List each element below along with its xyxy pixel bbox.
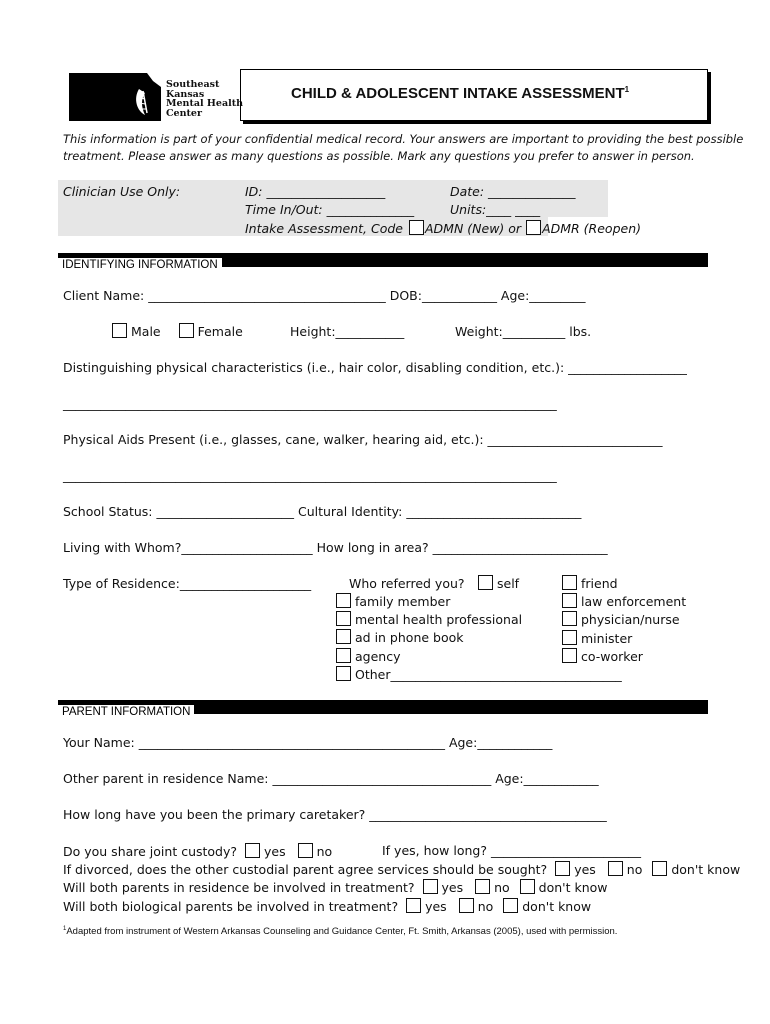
physical-aids-line-2[interactable]: _______________________________________________________________________________ <box>63 468 557 483</box>
law-enforcement-checkbox[interactable] <box>562 593 577 608</box>
referral-option: mental health professional <box>336 611 622 629</box>
biological-no-checkbox[interactable] <box>459 898 474 913</box>
dont-know-label: don't know <box>671 862 741 877</box>
footnote <box>63 926 617 937</box>
caretaker-row[interactable]: How long have you been the primary caretaker? ______________________________________ <box>63 807 607 822</box>
referral-option: minister <box>562 630 686 648</box>
both-biological-label: Will both biological parents be involved in treatment? <box>63 899 399 914</box>
your-name-row[interactable]: Your Name: _________________________________________________ Age:____________ <box>63 735 553 750</box>
height-field[interactable]: Height:___________ <box>290 324 405 339</box>
biological-yes-checkbox[interactable] <box>406 898 421 913</box>
footnote-text: Adapted from instrument of Western Arkansas Counseling and Guidance Center, Ft. Smith, Arkansas (2005), used with permission. <box>66 926 618 938</box>
referral-option: ad in phone book <box>336 629 622 647</box>
male-label: Male <box>131 324 161 339</box>
referral-col-3 <box>562 575 686 666</box>
referral-option <box>336 666 622 684</box>
referral-self <box>478 575 519 591</box>
referral-option: co-worker <box>562 648 686 666</box>
sex-row <box>112 323 243 339</box>
divorced-row <box>63 861 740 877</box>
yes-label: yes <box>264 844 286 859</box>
residence-dont-know-checkbox[interactable] <box>520 879 535 894</box>
yes-label: yes <box>425 899 447 914</box>
joint-yes-checkbox[interactable] <box>245 843 260 858</box>
joint-no-checkbox[interactable] <box>298 843 313 858</box>
how-long-field[interactable]: If yes, how long? ________________________ <box>382 843 641 858</box>
clinician-label: Clinician Use Only: <box>63 184 181 199</box>
admn-label: ADMN (New) or <box>425 221 522 236</box>
parent-header-bar <box>58 700 708 718</box>
no-label: no <box>626 862 643 877</box>
school-cultural-row[interactable]: School Status: ______________________ Cultural Identity: ____________________________ <box>63 504 582 519</box>
dont-know-label: don't know <box>522 899 592 914</box>
divorced-dont-know-checkbox[interactable] <box>652 861 667 876</box>
physical-aids-field[interactable]: Physical Aids Present (i.e., glasses, cane, walker, hearing aid, etc.): ____________________________ <box>63 432 663 447</box>
clinician-units-field[interactable]: Units:____ ____ <box>450 202 541 217</box>
intro-line-2: treatment. Please answer as many questions as possible. Mark any questions you prefer to answer in person. <box>63 149 695 163</box>
no-label: no <box>477 899 494 914</box>
intake-code-label: Intake Assessment, Code <box>245 221 404 236</box>
client-name-row[interactable]: Client Name: ______________________________________ DOB:____________ Age:_________ <box>63 288 586 303</box>
weight-field[interactable]: Weight:__________ lbs. <box>455 324 592 339</box>
joint-custody-row <box>63 843 332 859</box>
physical-characteristics-field[interactable]: Distinguishing physical characteristics (i.e., hair color, disabling condition, etc.): ___________________ <box>63 360 687 375</box>
referral-option: law enforcement <box>562 593 686 611</box>
mental-health-professional-checkbox[interactable] <box>336 611 351 626</box>
minister-checkbox[interactable] <box>562 630 577 645</box>
referral-option: physician/nurse <box>562 611 686 629</box>
residence-no-checkbox[interactable] <box>475 879 490 894</box>
intake-code-row <box>245 220 641 236</box>
other-field[interactable]: Other_____________________________________ <box>355 666 622 682</box>
self-label: self <box>497 576 520 591</box>
clinician-id-field[interactable]: ID: ___________________ <box>245 184 386 199</box>
no-label: no <box>494 880 510 895</box>
male-checkbox[interactable] <box>112 323 127 338</box>
logo <box>67 71 244 123</box>
self-checkbox[interactable] <box>478 575 493 590</box>
both-biological-row <box>63 898 591 914</box>
referral-option: friend <box>562 575 686 593</box>
referral-option: family member <box>336 593 622 611</box>
both-residence-label: Will both parents in residence be involved in treatment? <box>63 880 415 895</box>
parent-header: PARENT INFORMATION <box>58 705 194 719</box>
ad-in-phone-book-checkbox[interactable] <box>336 629 351 644</box>
divorced-label: If divorced, does the other custodial parent agree services should be sought? <box>63 862 548 877</box>
yes-label: yes <box>574 862 596 877</box>
intro-line-1: This information is part of your confidential medical record. Your answers are important to providing the best possible <box>63 132 744 146</box>
friend-checkbox[interactable] <box>562 575 577 590</box>
identifying-header-bar <box>58 253 708 271</box>
divorced-yes-checkbox[interactable] <box>555 861 570 876</box>
residence-field[interactable]: Type of Residence:_____________________ <box>63 576 312 591</box>
logo-line: Kansas <box>166 88 205 100</box>
footnote-marker: 1 <box>63 926 67 932</box>
biological-dont-know-checkbox[interactable] <box>503 898 518 913</box>
logo-line: Mental Health <box>166 98 244 109</box>
title-box <box>240 69 708 121</box>
dont-know-label: don't know <box>538 880 608 895</box>
admr-checkbox[interactable] <box>526 220 541 235</box>
page-title: CHILD & ADOLESCENT INTAKE ASSESSMENT$^1$ <box>291 85 630 102</box>
agency-checkbox[interactable] <box>336 648 351 663</box>
female-label: Female <box>197 324 243 339</box>
both-residence-row <box>63 879 608 895</box>
admr-label: ADMR (Reopen) <box>542 221 642 236</box>
other-checkbox[interactable] <box>336 666 351 681</box>
admn-checkbox[interactable] <box>409 220 424 235</box>
logo-line: Southeast <box>166 79 220 90</box>
logo-line: Center <box>166 107 202 119</box>
no-label: no <box>316 844 333 859</box>
physical-characteristics-line-2[interactable]: _______________________________________________________________________________ <box>63 396 557 411</box>
joint-custody-label: Do you share joint custody? <box>63 844 238 859</box>
divorced-no-checkbox[interactable] <box>608 861 623 876</box>
clinician-time-field[interactable]: Time In/Out: ______________ <box>245 202 415 217</box>
physician-nurse-checkbox[interactable] <box>562 611 577 626</box>
referred-label: Who referred you? <box>349 576 465 591</box>
residence-yes-checkbox[interactable] <box>423 879 438 894</box>
kansas-map-logo-icon <box>67 71 162 123</box>
living-area-row[interactable]: Living with Whom?_____________________ How long in area? ____________________________ <box>63 540 608 555</box>
co-worker-checkbox[interactable] <box>562 648 577 663</box>
female-checkbox[interactable] <box>179 323 194 338</box>
yes-label: yes <box>441 880 464 895</box>
clinician-date-field[interactable]: Date: ______________ <box>450 184 576 199</box>
family-member-checkbox[interactable] <box>336 593 351 608</box>
referral-option: agency <box>336 648 622 666</box>
other-parent-row[interactable]: Other parent in residence Name: ___________________________________ Age:____________ <box>63 771 599 786</box>
identifying-header: IDENTIFYING INFORMATION <box>58 258 222 272</box>
